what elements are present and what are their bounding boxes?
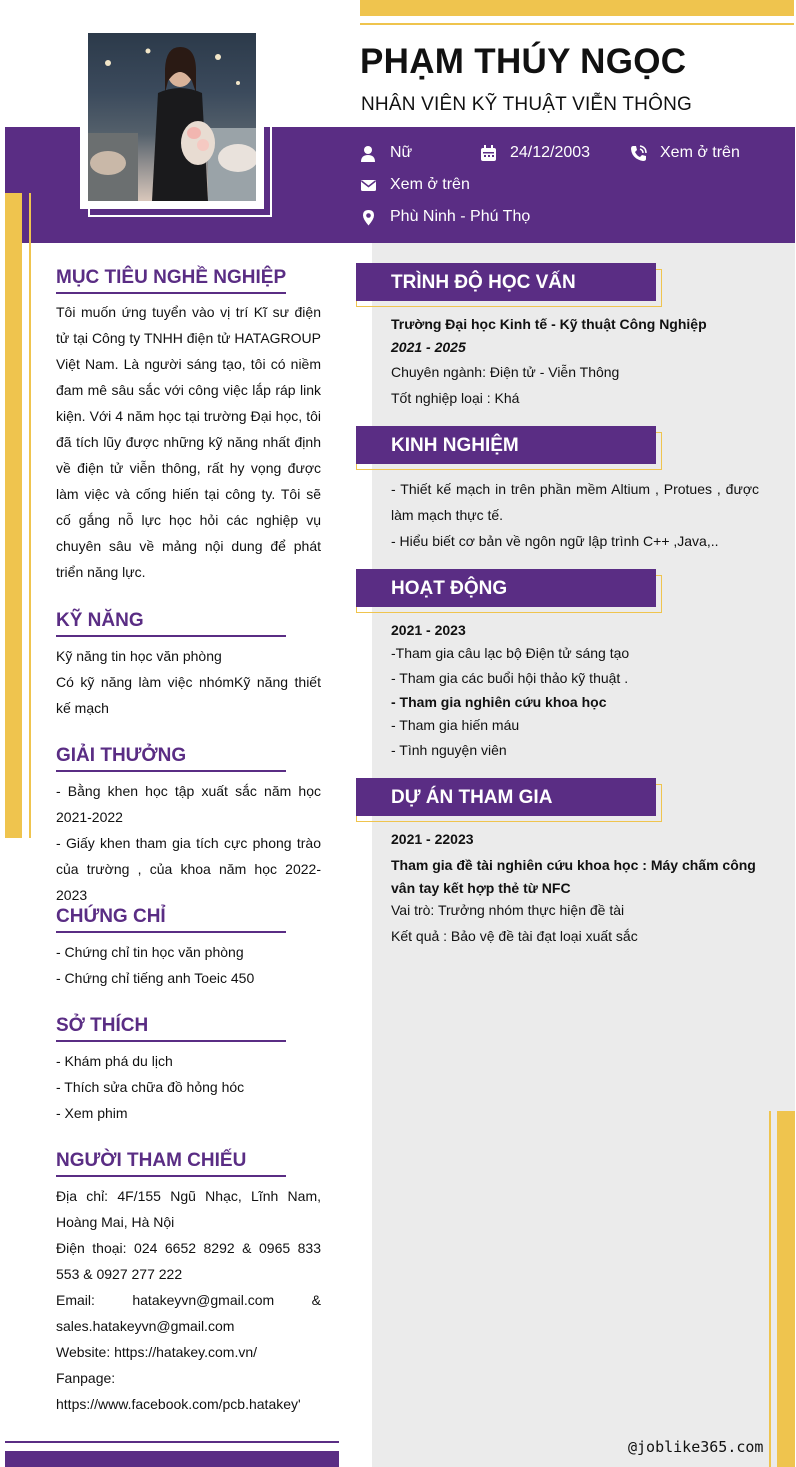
education-grade: Tốt nghiệp loại : Khá [391,390,520,406]
project-role: Vai trò: Trưởng nhóm thực hiện đề tài [391,902,625,918]
gender-value: Nữ [390,144,413,161]
phone-value: Xem ở trên [660,144,740,161]
experience-heading: KINH NGHIỆM [391,435,519,456]
references-heading: NGƯỜI THAM CHIẾU [56,1150,247,1171]
objective-heading: MỤC TIÊU NGHỀ NGHIỆP [56,267,287,288]
left-accent-line [29,193,31,838]
activity-item: - Tham gia nghiên cứu khoa học [391,694,607,710]
education-period: 2021 - 2025 [391,339,466,355]
phone-icon [630,145,647,162]
right-accent-bar [777,1111,795,1467]
phone-info [630,144,740,162]
list-item: - Khám phá du lịch [56,1053,173,1069]
project-result: Kết quả : Bảo vệ đề tài đạt loại xuất sắc [391,928,638,944]
skills-rule [56,635,286,637]
awards-list [56,778,321,908]
email-value: Xem ở trên [390,176,470,193]
footer-watermark: @joblike365.com [628,1438,764,1456]
project-title: Tham gia đề tài nghiên cứu khoa học : Máy chấm công vân tay kết hợp thẻ từ NFC [391,857,756,896]
address-info [360,208,530,226]
gender-info [360,144,412,162]
skills-heading: KỸ NĂNG [56,610,144,631]
projects-period: 2021 - 22023 [391,831,474,847]
objective-paragraph: Tôi muốn ứng tuyển vào vị trí Kĩ sư điện tử tại Công ty TNHH điện tử HATAGROUP Việt Nam. Là người sáng tạo, tôi có niềm đam mê sâu sắc với công việc lắp ráp link kiện. Với 4 năm học tại trường Đại học, tôi đã tích lũy được những kỹ năng nhất định về điện tử viễn thông, rất hy vọng được làm việc và cống hiến tại công ty. Tôi sẽ cố gắng nỗ lực học hỏi các nghiệp vụ chuyên sâu về mảng nội dung để phát triển năng lực. [56,304,321,580]
objective-text [56,299,321,585]
list-item: Địa chỉ: 4F/155 Ngũ Nhạc, Lĩnh Nam, Hoàng Mai, Hà Nội [56,1188,321,1230]
dob-info [480,144,590,162]
projects-heading: DỰ ÁN THAM GIA [391,787,553,808]
list-item: Điện thoại: 024 6652 8292 & 0965 833 553 & 0927 277 222 [56,1240,321,1282]
list-item: - Hiểu biết cơ bản về ngôn ngữ lập trình C++ ,Java,.. [391,533,719,549]
candidate-name: PHẠM THÚY NGỌC [360,42,687,81]
list-item: - Giấy khen tham gia tích cực phong trào của trường , của khoa năm học 2022-2023 [56,835,321,903]
activity-item: - Tham gia các buổi hội thảo kỹ thuật . [391,670,629,686]
certificates-list [56,939,321,991]
experience-list [391,476,759,554]
list-item: - Chứng chỉ tin học văn phòng [56,944,244,960]
certificates-rule [56,931,286,933]
objective-rule [56,292,286,294]
bottom-accent-bar [5,1451,339,1467]
activities-heading: HOẠT ĐỘNG [391,578,508,599]
list-item: Kỹ năng tin học văn phòng [56,648,222,664]
calendar-icon [480,145,497,162]
education-major: Chuyên ngành: Điện tử - Viễn Thông [391,364,620,380]
top-accent-bar [360,0,794,16]
hobbies-list [56,1048,321,1126]
list-item: - Thích sửa chữa đồ hỏng hóc [56,1079,245,1095]
education-heading: TRÌNH ĐỘ HỌC VẤN [391,272,576,293]
left-accent-bar [5,193,22,838]
education-school: Trường Đại học Kinh tế - Kỹ thuật Công Nghiệp [391,316,707,332]
list-item: Website: https://hatakey.com.vn/ [56,1344,258,1360]
activity-item: - Tham gia hiến máu [391,717,520,733]
list-item: - Chứng chỉ tiếng anh Toeic 450 [56,970,255,986]
list-item: - Bằng khen học tập xuất sắc năm học 2021-2022 [56,783,321,825]
references-rule [56,1175,286,1177]
activity-item: -Tham gia câu lạc bộ Điện tử sáng tạo [391,645,630,661]
list-item: Email: hatakeyvn@gmail.com & sales.hatakeyvn@gmail.com [56,1292,321,1334]
email-info [360,176,470,194]
dob-value: 24/12/2003 [510,144,591,161]
list-item: Có kỹ năng làm việc nhómKỹ năng thiết kế mạch [56,674,321,716]
hobbies-rule [56,1040,286,1042]
list-item: Fanpage: https://www.facebook.com/pcb.hatakey' [56,1370,301,1412]
job-title: NHÂN VIÊN KỸ THUẬT VIỄN THÔNG [361,94,692,115]
references-list [56,1183,321,1417]
activities-period: 2021 - 2023 [391,622,466,638]
awards-heading: GIẢI THƯỞNG [56,745,187,766]
list-item: - Thiết kế mạch in trên phần mềm Altium , Protues , được làm mạch thực tế. [391,481,759,523]
hobbies-heading: SỞ THÍCH [56,1015,149,1036]
right-accent-line [769,1111,771,1467]
address-value: Phù Ninh - Phú Thọ [390,208,531,225]
skills-list [56,643,321,721]
profile-photo [88,33,256,201]
location-pin-icon [360,209,377,226]
user-icon [360,145,377,162]
list-item: - Xem phim [56,1105,128,1121]
activity-item: - Tình nguyện viên [391,742,507,758]
bottom-accent-line [5,1441,339,1443]
awards-rule [56,770,286,772]
envelope-icon [360,177,377,194]
certificates-heading: CHỨNG CHỈ [56,906,166,927]
top-accent-line [360,23,794,25]
